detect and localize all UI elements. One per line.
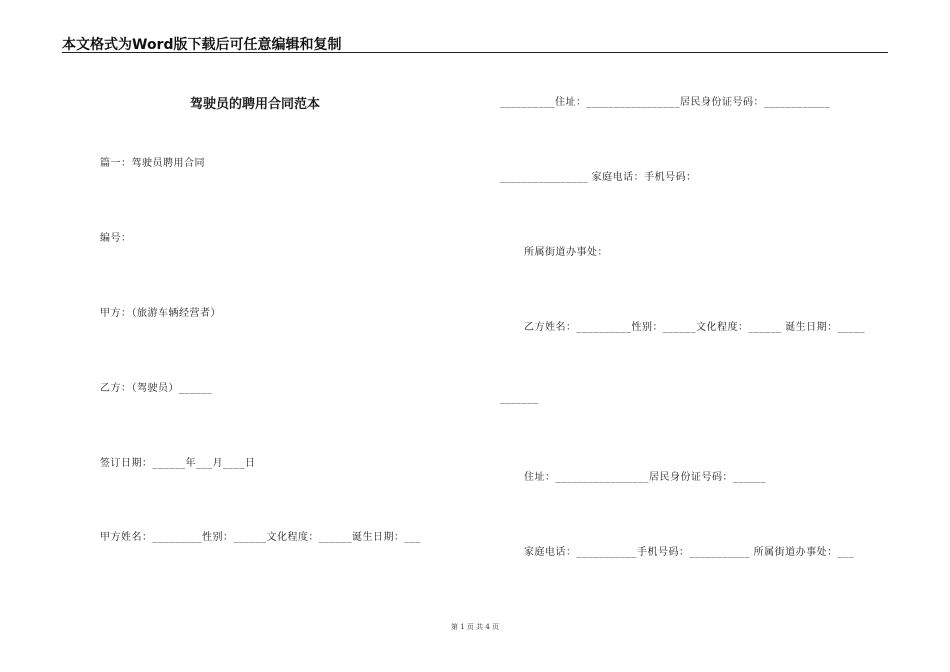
right-line-1: __________住址：_________________居民身份证号码：____________ bbox=[500, 97, 830, 108]
document-title: 驾驶员的聘用合同范本 bbox=[190, 97, 321, 112]
right-line-2: ________________ 家庭电话：手机号码： bbox=[500, 172, 697, 183]
left-line-2: 编号： bbox=[100, 233, 132, 244]
right-line-7: 家庭电话：___________手机号码：___________ 所属街道办事处：___ bbox=[524, 547, 855, 558]
left-line-3: 甲方：（旅游车辆经营者） bbox=[100, 308, 221, 319]
header-divider bbox=[62, 52, 888, 53]
left-line-1: 篇一：驾驶员聘用合同 bbox=[100, 158, 205, 169]
header-title: 本文格式为Word版下载后可任意编辑和复制 bbox=[62, 37, 342, 53]
page-number: 第 1 页 共 4 页 bbox=[450, 623, 500, 631]
left-line-5: 签订日期：______年___月____日 bbox=[100, 458, 256, 469]
left-line-4: 乙方：（驾驶员）______ bbox=[100, 383, 212, 394]
right-line-6: 住址：_________________居民身份证号码：______ bbox=[524, 472, 766, 483]
right-line-3: 所属街道办事处： bbox=[524, 247, 608, 258]
right-line-5: _______ bbox=[500, 393, 539, 404]
right-line-4: 乙方姓名：__________性别：______文化程度：______ 诞生日期：_____ bbox=[524, 322, 866, 333]
left-line-6: 甲方姓名：_________性别：______文化程度：______诞生日期：___ bbox=[100, 532, 421, 543]
